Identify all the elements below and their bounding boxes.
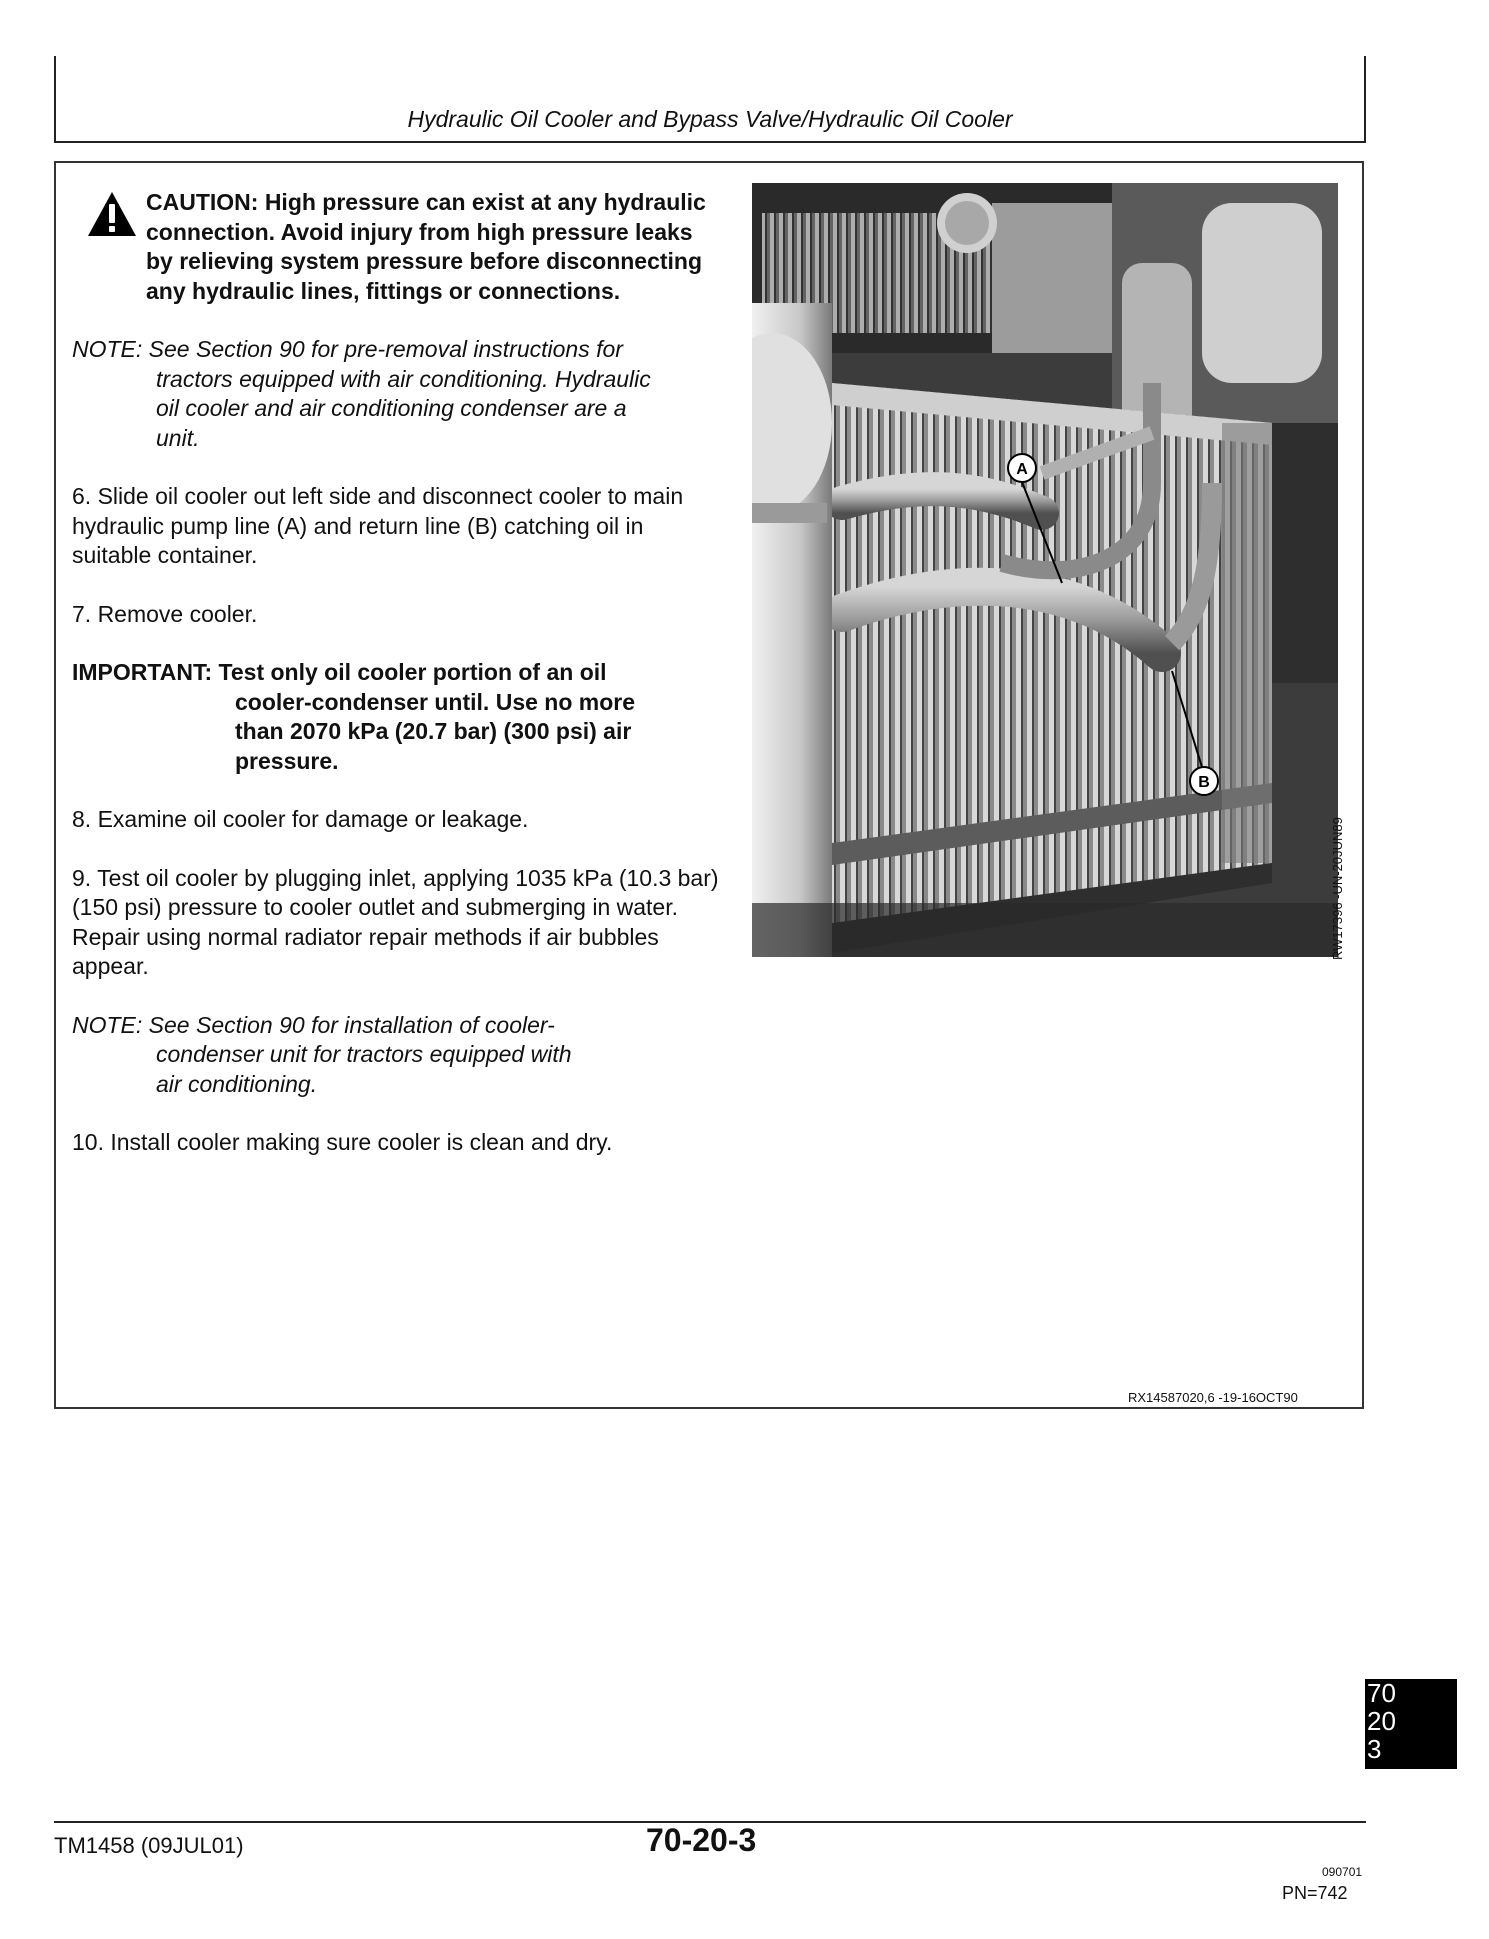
note-line: air conditioning. — [156, 1070, 318, 1097]
callout-b: B — [1198, 774, 1210, 791]
step-10: 10. Install cooler making sure cooler is clean and dry. — [72, 1129, 613, 1155]
important-line: than 2070 kPa (20.7 bar) (300 psi) air — [235, 718, 632, 744]
tab-line: 3 — [1367, 1734, 1382, 1764]
note-preremoval — [72, 335, 722, 453]
important-line: pressure. — [235, 747, 339, 774]
note-line: condenser unit for tractors equipped with — [156, 1041, 572, 1067]
note-line: oil cooler and air conditioning condenser are a — [156, 395, 627, 421]
header-rule-right — [1364, 56, 1366, 142]
page-number: 70-20-3 — [646, 1822, 757, 1858]
oil-cooler-photo — [752, 183, 1338, 957]
page-header-title: Hydraulic Oil Cooler and Bypass Valve/Hydraulic Oil Cooler — [407, 106, 1013, 132]
manual-id: TM1458 (09JUL01) — [54, 1833, 244, 1858]
important-block — [72, 658, 722, 776]
pn-number: PN=742 — [1282, 1883, 1348, 1903]
warning-triangle-icon — [86, 190, 138, 238]
caution-block — [72, 188, 722, 306]
section-tab — [1365, 1679, 1457, 1769]
tab-line: 20 — [1367, 1706, 1396, 1736]
important-line: cooler-condenser until. Use no more — [235, 688, 636, 715]
step-9: 9. Test oil cooler by plugging inlet, applying 1035 kPa (10.3 bar) (150 psi) pressure to cooler outlet and submerging in water. Repair using normal radiator repair methods if air bubbles appear. — [72, 864, 719, 979]
important-line: Test only oil cooler portion of an oil — [218, 659, 607, 685]
note-line: tractors equipped with air conditioning. Hydraulic — [156, 365, 651, 392]
caution-text: CAUTION: High pressure can exist at any hydraulic connection. Avoid injury from high pressure leaks by relieving system pressure before disconnecting any hydraulic lines, fittings or connections. — [146, 189, 706, 304]
figure-code: RW17396 -UN-20JUN89 — [1330, 817, 1345, 960]
note-line: See Section 90 for installation of cooler- — [148, 1011, 555, 1038]
note-installation — [72, 1011, 722, 1100]
note-line: See Section 90 for pre-removal instructions for — [148, 336, 623, 362]
reference-code: RX14587020,6 -19-16OCT90 — [1128, 1390, 1298, 1405]
header-rule-bottom — [54, 141, 1366, 143]
callout-a: A — [1016, 461, 1028, 478]
step-6: 6. Slide oil cooler out left side and disconnect cooler to main hydraulic pump line (A) and return line (B) catching oil in suitable container. — [72, 483, 684, 568]
note-label: NOTE: — [72, 336, 143, 362]
important-label: IMPORTANT: — [72, 659, 213, 685]
note-line: unit. — [156, 424, 200, 451]
date-code: 090701 — [1322, 1865, 1363, 1879]
procedure-text — [72, 188, 722, 1158]
tab-line: 70 — [1367, 1678, 1396, 1708]
note-label: NOTE: — [72, 1011, 143, 1038]
step-7: 7. Remove cooler. — [72, 600, 258, 627]
step-8: 8. Examine oil cooler for damage or leakage. — [72, 806, 529, 832]
